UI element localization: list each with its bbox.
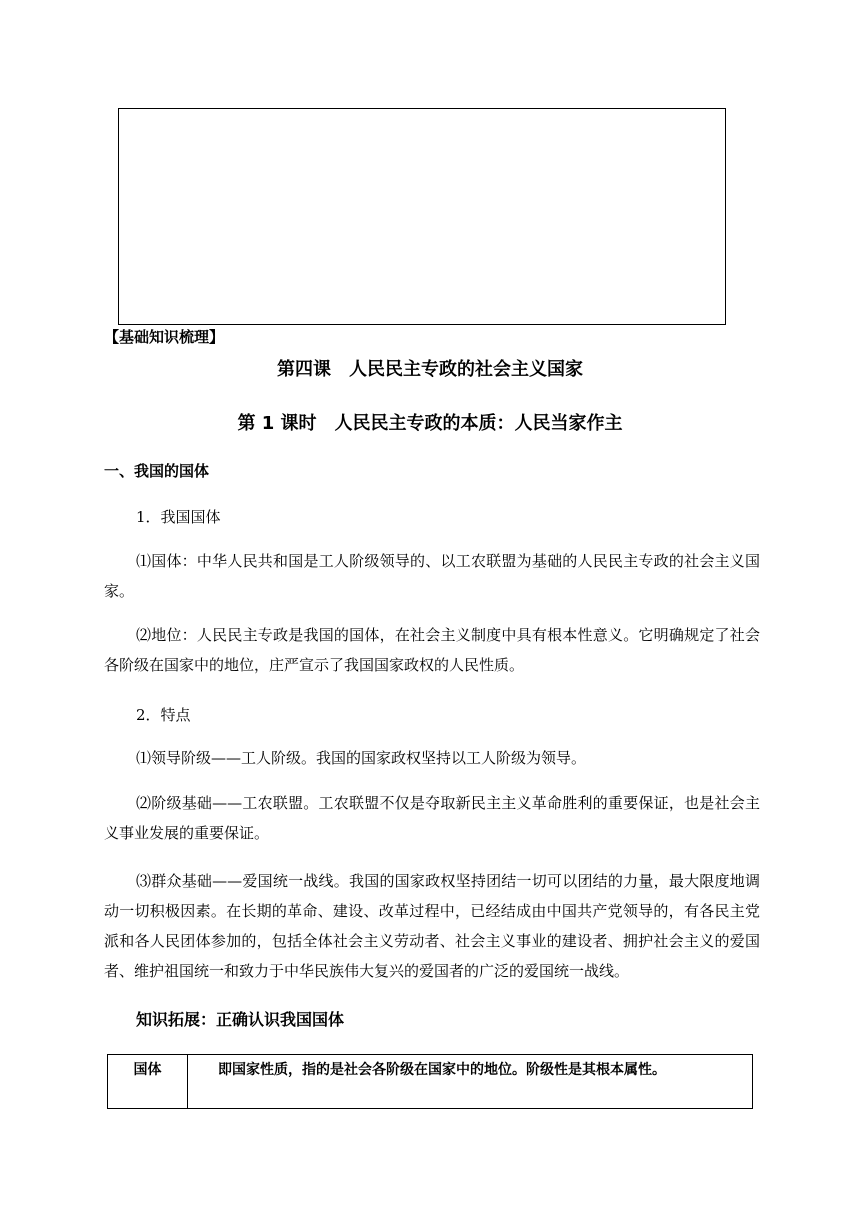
paragraph-mass-foundation: ⑶群众基础——爱国统一战线。我国的国家政权坚持团结一切可以团结的力量，最大限度地调动一切积极因素。在长期的革命、建设、改革过程中，已经结成由中国共产党领导的，有各民主党派和各人民团体参加的，包括全体社会主义劳动者、社会主义事业的建设者、拥护社会主义的爱国者、维护祖国统一和致力于中华民族伟大复兴的爱国者的广泛的爱国统一战线。 (104, 872, 760, 980)
extension-title: 知识拓展：正确认识我国国体 (136, 1010, 345, 1029)
paragraph-status: ⑵地位：人民民主专政是我国的国体，在社会主义制度中具有根本性意义。它明确规定了社会各阶级在国家中的地位，庄严宣示了我国国家政权的人民性质。 (104, 626, 760, 674)
subheading-features: 2．特点 (136, 706, 191, 724)
subheading-national-system: 1．我国国体 (136, 508, 221, 526)
lesson-title: 第四课 人民民主专政的社会主义国家 (277, 359, 583, 380)
lesson-subtitle: 第 1 课时 人民民主专政的本质：人民当家作主 (237, 413, 623, 434)
section-tag: 【基础知识梳理】 (104, 328, 225, 346)
paragraph-definition: ⑴国体：中华人民共和国是工人阶级领导的、以工农联盟为基础的人民民主专政的社会主义国家。 (104, 552, 760, 600)
paragraph-class-foundation: ⑵阶级基础——工农联盟。工农联盟不仅是夺取新民主主义革命胜利的重要保证，也是社会主义事业发展的重要保证。 (104, 794, 760, 842)
blank-frame (118, 108, 726, 325)
table-cell-term: 国体 (108, 1055, 188, 1109)
table-row (108, 1055, 753, 1109)
table-cell-definition: 即国家性质，指的是社会各阶级在国家中的地位。阶级性是其根本属性。 (188, 1055, 753, 1109)
extension-table (107, 1054, 753, 1109)
paragraph-leading-class: ⑴领导阶级——工人阶级。我国的国家政权坚持以工人阶级为领导。 (136, 749, 587, 767)
section-heading: 一、我国的国体 (104, 462, 210, 480)
